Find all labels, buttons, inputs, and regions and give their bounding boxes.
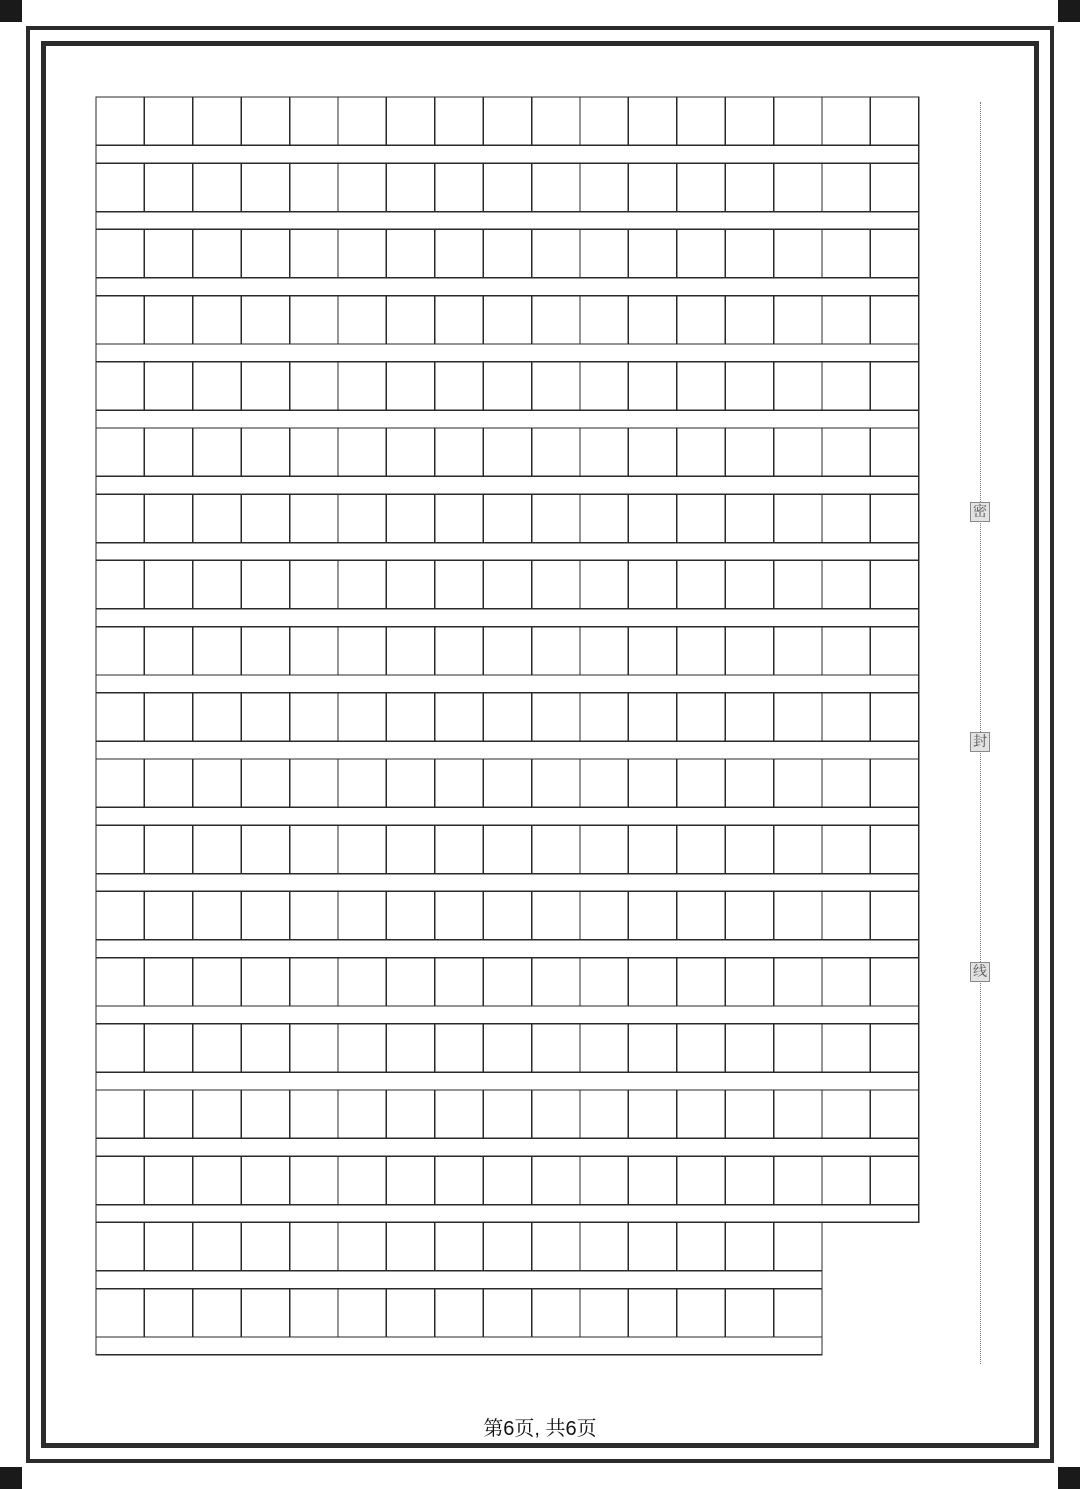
grid-row	[96, 958, 919, 1024]
grid-row	[96, 428, 919, 494]
grid-row	[96, 97, 919, 163]
page-number-footer: 第6页, 共6页	[483, 1418, 597, 1440]
grid-row	[96, 1090, 919, 1156]
grid-row	[96, 1289, 822, 1355]
grid-row	[96, 494, 919, 560]
grid-row	[96, 163, 919, 229]
grid-row	[96, 891, 919, 957]
binding-seal-mark-1: 密	[970, 502, 990, 522]
grid-row	[96, 627, 919, 693]
binding-seal-mark-3: 线	[970, 962, 990, 982]
grid-row	[96, 560, 919, 626]
grid-row	[96, 825, 919, 891]
grid-row	[96, 759, 919, 825]
grid-row	[96, 1222, 822, 1288]
grid-row	[96, 693, 919, 759]
grid-row	[96, 296, 919, 362]
grid-row	[96, 1156, 919, 1222]
grid-row	[96, 1024, 919, 1090]
grid-row	[96, 362, 919, 428]
binding-seal-mark-2: 封	[970, 732, 990, 752]
grid-row	[96, 229, 919, 295]
